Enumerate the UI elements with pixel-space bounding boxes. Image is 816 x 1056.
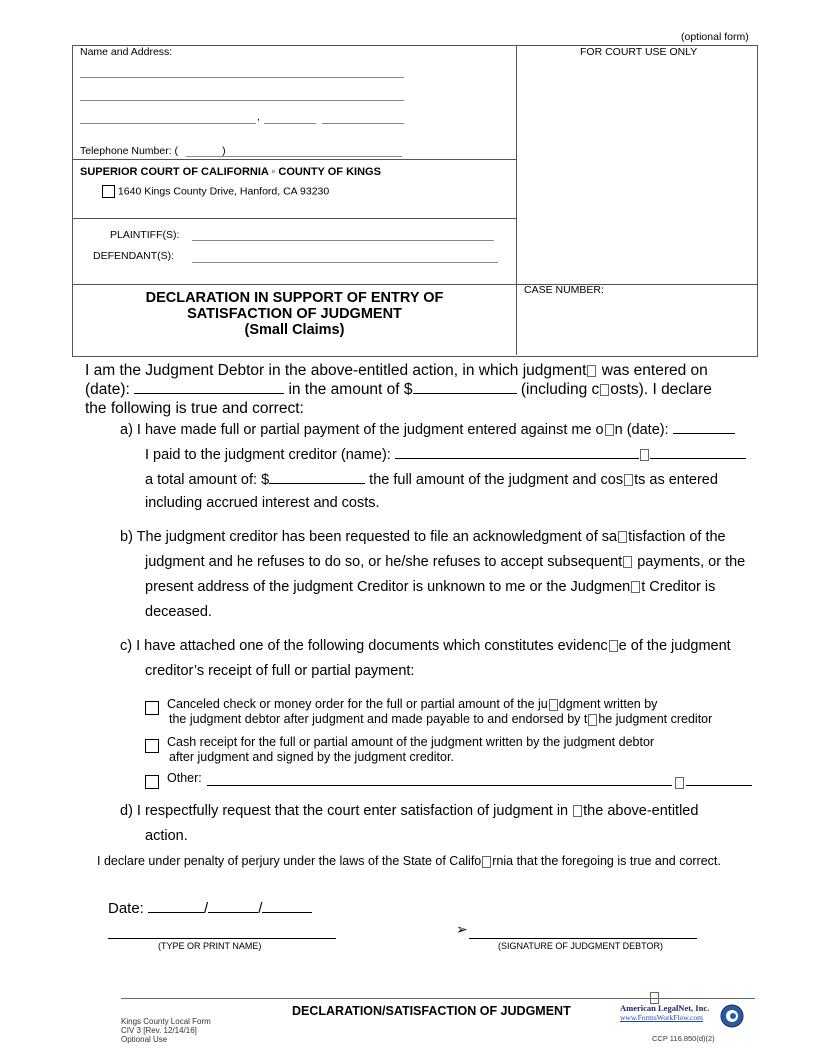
other-field-marker xyxy=(674,774,685,792)
other-description-field-2[interactable] xyxy=(686,785,752,786)
form-title: DECLARATION IN SUPPORT OF ENTRY OF SATISFACTION OF JUDGMENT (Small Claims) xyxy=(145,290,444,338)
divider-name-court xyxy=(72,159,517,160)
brand-globe-icon xyxy=(720,1003,744,1029)
item-a-line1: a) I have made full or partial payment of the judgment entered against me o n (date): xyxy=(120,420,735,438)
defendant-label: DEFENDANT(S): xyxy=(93,250,175,262)
defendant-line[interactable] xyxy=(192,262,498,263)
optional-form-note: (optional form) xyxy=(681,31,749,43)
judgment-date-field[interactable] xyxy=(134,380,284,394)
footer-title: DECLARATION/SATISFACTION OF JUDGMENT xyxy=(292,1004,571,1018)
option-other-checkbox[interactable] xyxy=(145,773,159,791)
zip-line[interactable] xyxy=(322,123,404,124)
option-canceled-check-checkbox[interactable] xyxy=(145,699,159,717)
option-other-label: Other: xyxy=(167,771,202,785)
date-row: Date: / / xyxy=(108,899,312,917)
court-name: SUPERIOR COURT OF CALIFORNIA ◦ COUNTY OF KINGS xyxy=(80,166,381,178)
date-month-field[interactable] xyxy=(148,899,204,913)
address-comma: , xyxy=(257,111,260,123)
item-a-line4: including accrued interest and costs. xyxy=(145,495,380,511)
brand-logo: American LegalNet, Inc. www.FormsWorkFlow.com xyxy=(620,1003,742,1031)
item-b-line2: judgment and he refuses to do so, or he/she refuses to accept subsequent payments, or the xyxy=(145,554,746,570)
name-line-1[interactable] xyxy=(80,77,404,78)
state-line[interactable] xyxy=(264,123,316,124)
city-line[interactable] xyxy=(80,123,256,124)
creditor-name-field[interactable] xyxy=(395,445,639,459)
footer-citation: CCP 116.850(d)(2) xyxy=(652,1034,715,1043)
footer-form-info: Kings County Local Form CIV 3 [Rev. 12/14/16] Optional Use xyxy=(121,1017,211,1044)
plaintiff-line[interactable] xyxy=(192,240,494,241)
item-c-line2: creditor’s receipt of full or partial payment: xyxy=(145,663,415,679)
signature-arrow-icon: ➢ xyxy=(456,921,468,937)
date-day-field[interactable] xyxy=(208,899,258,913)
print-name-label: (TYPE OR PRINT NAME) xyxy=(158,941,262,951)
court-use-label: FOR COURT USE ONLY xyxy=(580,46,698,58)
item-a-line3: a total amount of: $ the full amount of the judgment and cos ts as entered xyxy=(145,472,718,488)
item-b-line1: b) The judgment creditor has been requested to file an acknowledgment of sa tisfaction of the xyxy=(120,529,726,545)
other-description-field[interactable] xyxy=(207,785,672,786)
judgment-amount-field[interactable] xyxy=(413,380,517,394)
divider-court-parties xyxy=(72,218,517,219)
plaintiff-label: PLAINTIFF(S): xyxy=(110,229,180,241)
telephone-label: Telephone Number: ( ) xyxy=(80,145,226,157)
option-cash-receipt-text: Cash receipt for the full or partial amount of the judgment written by the judgment debtor after judgment and signed by the judgment creditor. xyxy=(167,735,655,764)
item-d-line2: action. xyxy=(145,828,188,844)
address-line-2[interactable] xyxy=(80,100,404,101)
case-number-label: CASE NUMBER: xyxy=(524,284,604,296)
perjury-statement: I declare under penalty of perjury under the laws of the State of Califo rnia that the foregoing is true and correct. xyxy=(97,854,721,868)
footer-rule xyxy=(121,998,755,999)
item-b-line4: deceased. xyxy=(145,604,212,620)
date-year-field[interactable] xyxy=(262,899,312,913)
signature-label: (SIGNATURE OF JUDGMENT DEBTOR) xyxy=(498,941,664,951)
item-b-line3: present address of the judgment Creditor is unknown to me or the Judgmen t Creditor is xyxy=(145,579,716,595)
signature-field[interactable] xyxy=(469,938,697,939)
intro-paragraph: I am the Judgment Debtor in the above-entitled action, in which judgment was entered on (date): in the amount of $ (including c osts). I declare the following is true and correct: xyxy=(85,362,712,417)
name-address-label: Name and Address: xyxy=(80,46,173,58)
payment-date-field[interactable] xyxy=(673,420,735,434)
court-location-checkbox[interactable] xyxy=(102,185,115,198)
divider-parties-title xyxy=(72,284,757,285)
option-canceled-check-text: Canceled check or money order for the full or partial amount of the ju dgment written by the judgment debtor after judgment and made payable to and endorsed by t he judgment creditor xyxy=(167,697,713,726)
total-amount-field[interactable] xyxy=(269,470,365,484)
item-c-line1: c) I have attached one of the following documents which constitutes evidenc e of the judgment xyxy=(120,638,731,654)
telephone-line[interactable] xyxy=(186,156,402,157)
item-a-line2: I paid to the judgment creditor (name): xyxy=(145,445,746,463)
item-d-line1: d) I respectfully request that the court enter satisfaction of judgment in the above-entitled xyxy=(120,803,699,819)
court-address: 1640 Kings County Drive, Hanford, CA 93230 xyxy=(102,185,329,198)
print-name-field[interactable] xyxy=(108,938,336,939)
option-cash-receipt-checkbox[interactable] xyxy=(145,737,159,755)
